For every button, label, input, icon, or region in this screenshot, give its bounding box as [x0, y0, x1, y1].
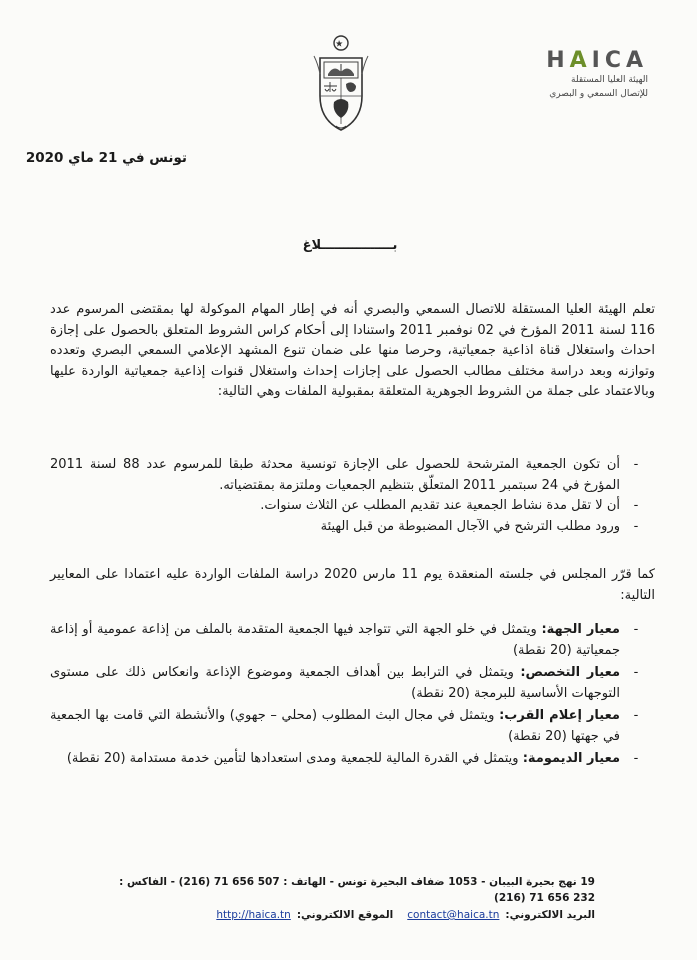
- criterion-text: ويتمثل في الترابط بين أهداف الجمعية وموضوع الإذاعة وانعكاس ذلك على مستوى التوجهات الأساسية للبرمجة (20 نقطة): [50, 665, 620, 701]
- document-date: تونس في 21 ماي 2020: [25, 150, 187, 166]
- list-item: - أن تكون الجمعية المترشحة للحصول على الإجازة تونسية محدثة طبقا للمرسوم عدد 88 لسنة 2011 المؤرخ في 24 سبتمبر 2011 المتعلّق بتنظيم الجمعيات وملتزمة بمقتضياته.: [50, 457, 639, 493]
- condition-text: أن لا تقل مدة نشاط الجمعية عند تقديم المطلب عن الثلاث سنوات.: [260, 498, 620, 513]
- list-item: - معيار الديمومة: ويتمثل في القدرة المالية للجمعية ومدى استعدادها لتأمين خدمة مستدامة (20 نقطة): [66, 751, 639, 766]
- email-label: البريد الالكتروني:: [505, 909, 595, 921]
- list-item: - معيار التخصص: ويتمثل في الترابط بين أهداف الجمعية وموضوع الإذاعة وانعكاس ذلك على مستوى التوجهات الأساسية للبرمجة (20 نقطة): [50, 665, 639, 701]
- footer-contact-row: [100, 907, 595, 923]
- council-paragraph: كما قرّر المجلس في جلسته المنعقدة يوم 11 مارس 2020 دراسة الملفات الواردة عليه اعتمادا على المعايير التالية:: [50, 567, 655, 603]
- document-title: بــــــــــــــــلاغ: [302, 238, 398, 253]
- haica-logo-subtitle-2: للإتصال السمعي و البصري: [549, 89, 648, 99]
- criterion-name: معيار الديمومة:: [522, 751, 620, 766]
- haica-logo-name: HAICA: [546, 48, 648, 73]
- intro-paragraph: تعلم الهيئة العليا المستقلة للاتصال السمعي والبصري أنه في إطار المهام الموكولة لها بمقتضى المرسوم عدد 116 لسنة 2011 المؤرخ في 02 نوفمبر 2011 واستنادا إلى أحكام كراس الشروط المتعلق بالحصول على إجازة احداث واستغلال قناة اذاعية جمعياتية، وحرصا منها على ضمان تنوع المشهد الإعلامي السمعي البصري وتعدده وتوازنه وبعد دراسة مختلف مطالب الحصول على إجازات إحداث واستغلال قنوات إذاعية جمعياتية الواردة عليها وبالاعتماد على جملة من الشروط الجوهرية المتعلقة بمقبولية الملفات وهي التالية:: [50, 302, 655, 399]
- list-item: - معيار إعلام القرب: ويتمثل في مجال البث المطلوب (محلي – جهوي) والأنشطة التي قامت بها الجمعية في جهتها (20 نقطة): [50, 708, 639, 744]
- criterion-name: معيار التخصص:: [520, 665, 620, 680]
- haica-logo: [518, 50, 648, 110]
- email-link[interactable]: contact@haica.tn: [407, 909, 500, 921]
- list-item: - معيار الجهة: ويتمثل في خلو الجهة التي تتواجد فيها الجمعية المتقدمة بالملف من إذاعة عمومية أو إذاعة جمعياتية (20 نقطة): [50, 622, 639, 658]
- footer: [100, 874, 595, 923]
- haica-logo-subtitle-1: الهيئة العليا المستقلة: [571, 75, 648, 85]
- criterion-name: معيار الجهة:: [541, 622, 620, 637]
- criteria-list: [50, 620, 639, 772]
- condition-text: أن تكون الجمعية المترشحة للحصول على الإجازة تونسية محدثة طبقا للمرسوم عدد 88 لسنة 2011 المؤرخ في 24 سبتمبر 2011 المتعلّق بتنظيم الجمعيات وملتزمة بمقتضياته.: [50, 457, 620, 493]
- criterion-text: ويتمثل في القدرة المالية للجمعية ومدى استعدادها لتأمين خدمة مستدامة (20 نقطة): [66, 751, 523, 766]
- footer-address: 19 نهج بحيرة البيبان - 1053 ضفاف البحيرة تونس - الهاتف : 507 656 71 (216) - الفاكس : 232 656 71 (216): [119, 876, 595, 904]
- list-item: - أن لا تقل مدة نشاط الجمعية عند تقديم المطلب عن الثلاث سنوات.: [260, 498, 639, 513]
- criterion-text: ويتمثل في خلو الجهة التي تتواجد فيها الجمعية المتقدمة بالملف من إذاعة عمومية أو إذاعة جمعياتية (20 نقطة): [50, 622, 620, 658]
- conditions-list: [50, 455, 639, 537]
- website-label: الموقع الالكتروني:: [296, 909, 394, 921]
- coat-of-arms-emblem: [310, 34, 372, 134]
- condition-text: ورود مطلب الترشح في الآجال المضبوطة من قبل الهيئة: [320, 518, 620, 534]
- list-item: - ورود مطلب الترشح في الآجال المضبوطة من قبل الهيئة: [320, 518, 639, 534]
- criterion-name: معيار إعلام القرب:: [499, 708, 620, 723]
- criterion-text: ويتمثل في مجال البث المطلوب (محلي – جهوي) والأنشطة التي قامت بها الجمعية في جهتها (20 نقطة): [50, 708, 620, 744]
- website-link[interactable]: http://haica.tn: [216, 909, 291, 921]
